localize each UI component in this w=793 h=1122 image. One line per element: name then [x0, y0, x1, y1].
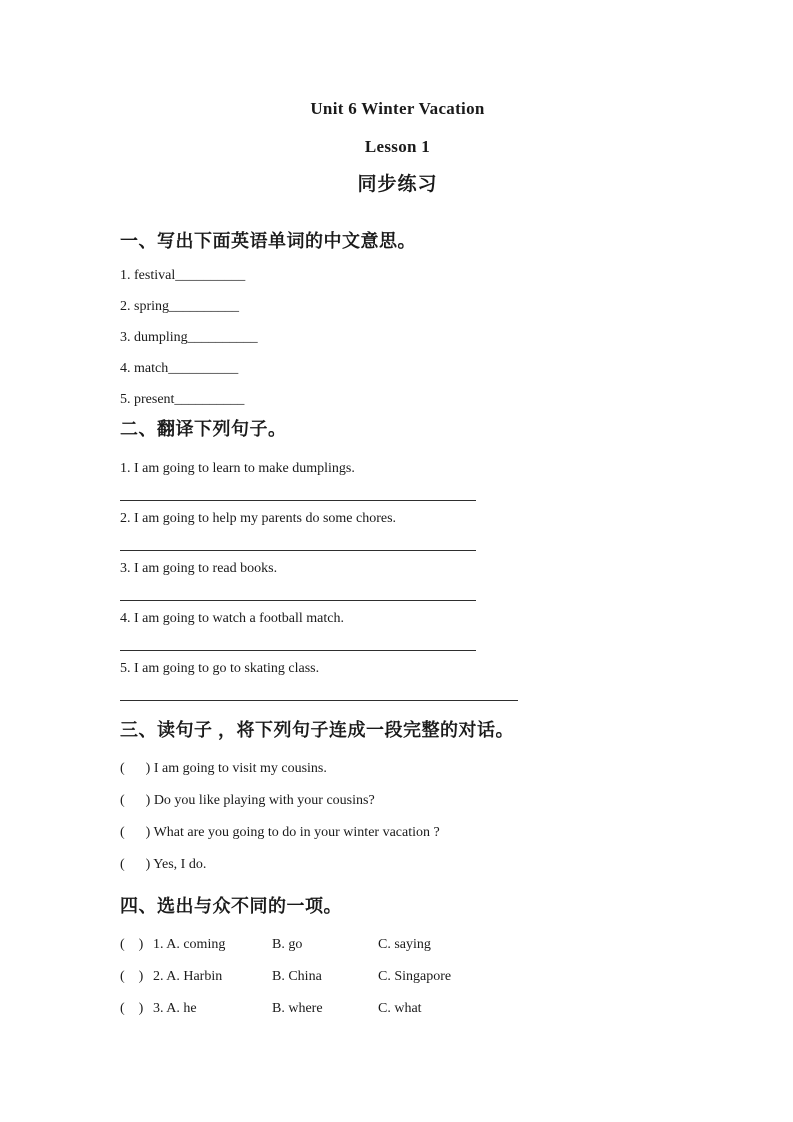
- sentence-item-5: 5. I am going to go to skating class.: [120, 661, 320, 676]
- choice-row-1: [120, 935, 675, 955]
- choice-a: 3. A. he: [153, 1001, 197, 1016]
- dialog-item-2: ( ) Do you like playing with your cousins?: [120, 793, 375, 808]
- section4-heading: 四、选出与众不同的一项。: [120, 896, 342, 916]
- word-item-2: 2. spring__________: [120, 299, 239, 314]
- doc-title: Unit 6 Winter Vacation: [310, 99, 485, 118]
- answer-line-4: [120, 650, 476, 651]
- section3-heading: 三、读句子 ，将下列句子连成一段完整的对话。: [120, 720, 514, 740]
- section1-heading: 一、写出下面英语单词的中文意思。: [120, 231, 416, 251]
- choice-a: 2. A. Harbin: [153, 969, 223, 984]
- doc-subtitle: 同步练习: [357, 174, 438, 195]
- choice-c: C. Singapore: [378, 969, 452, 984]
- section2-heading: 二、翻译下列句子。: [120, 419, 287, 439]
- word-item-1: 1. festival__________: [120, 268, 246, 283]
- sentence-item-3: 3. I am going to read books.: [120, 561, 278, 576]
- sentence-item-4: 4. I am going to watch a football match.: [120, 611, 344, 626]
- word-item-3: 3. dumpling__________: [120, 330, 258, 345]
- dialog-item-1: ( ) I am going to visit my cousins.: [120, 761, 327, 776]
- answer-line-5: [120, 700, 518, 701]
- dialog-item-4: ( ) Yes, I do.: [120, 857, 207, 872]
- choice-b: B. go: [272, 937, 303, 952]
- answer-paren: ( ): [120, 969, 144, 984]
- doc-lesson-title: Lesson 1: [364, 137, 431, 156]
- answer-line-2: [120, 550, 476, 551]
- answer-paren: ( ): [120, 1001, 144, 1016]
- choice-row-2: [120, 967, 675, 987]
- sentence-item-1: 1. I am going to learn to make dumplings.: [120, 461, 355, 476]
- answer-line-1: [120, 500, 476, 501]
- choice-c: C. saying: [378, 937, 431, 952]
- choice-c: C. what: [378, 1001, 422, 1016]
- choice-row-3: [120, 999, 675, 1019]
- choice-b: B. where: [272, 1001, 323, 1016]
- choice-a: 1. A. coming: [153, 937, 226, 952]
- sentence-item-2: 2. I am going to help my parents do some chores.: [120, 511, 397, 526]
- answer-line-3: [120, 600, 476, 601]
- dialog-item-3: ( ) What are you going to do in your winter vacation ?: [120, 825, 440, 840]
- word-item-4: 4. match__________: [120, 361, 239, 376]
- word-item-5: 5. present__________: [120, 392, 245, 407]
- choice-b: B. China: [272, 969, 322, 984]
- answer-paren: ( ): [120, 937, 144, 952]
